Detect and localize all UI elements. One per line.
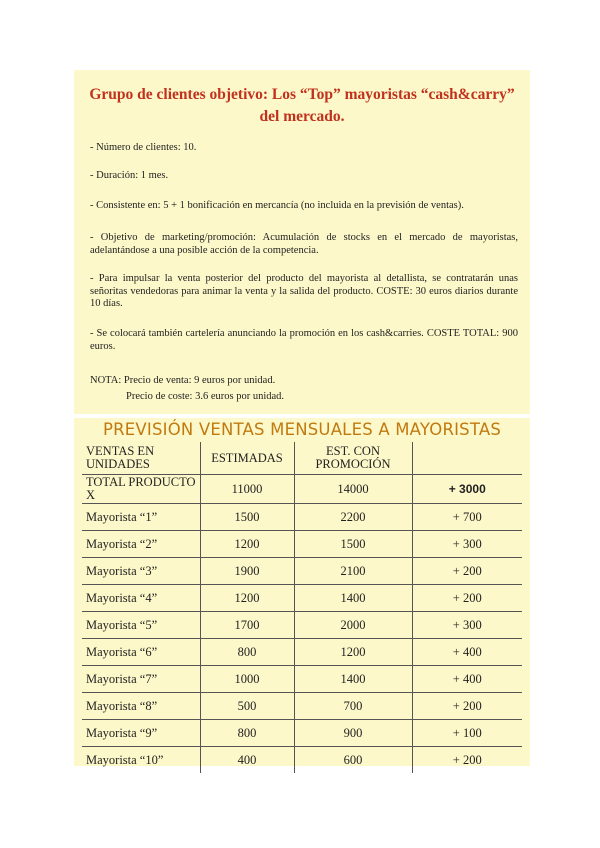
row-increase: + 400: [412, 639, 522, 666]
row-promo: 1400: [294, 666, 412, 693]
row-estimated: 1200: [200, 531, 294, 558]
row-increase: + 300: [412, 531, 522, 558]
row-increase: + 200: [412, 747, 522, 774]
total-increase: + 3000: [412, 475, 522, 504]
table-row: [82, 666, 522, 693]
row-increase: + 400: [412, 666, 522, 693]
row-name: Mayorista “7”: [82, 666, 200, 693]
campaign-title-line1: Grupo de clientes objetivo: Los “Top” mayoristas “cash&carry”: [89, 86, 515, 103]
row-name: Mayorista “1”: [82, 504, 200, 531]
row-name: Mayorista “5”: [82, 612, 200, 639]
row-name: Mayorista “8”: [82, 693, 200, 720]
row-promo: 900: [294, 720, 412, 747]
row-estimated: 500: [200, 693, 294, 720]
table-row-total: [82, 475, 522, 504]
campaign-item: - Objetivo de marketing/promoción: Acumulación de stocks en el mercado de mayoristas, adelantándose a una posible acción de la competencia.: [90, 232, 518, 256]
table-row: [82, 612, 522, 639]
row-increase: + 200: [412, 693, 522, 720]
row-promo: 700: [294, 693, 412, 720]
row-increase: + 100: [412, 720, 522, 747]
row-estimated: 800: [200, 639, 294, 666]
table-header-row: [82, 442, 522, 475]
row-name: Mayorista “9”: [82, 720, 200, 747]
row-estimated: 1200: [200, 585, 294, 612]
table-row: [82, 504, 522, 531]
row-increase: + 200: [412, 558, 522, 585]
row-promo: 600: [294, 747, 412, 774]
row-estimated: 1700: [200, 612, 294, 639]
table-row: [82, 558, 522, 585]
row-name: Mayorista “10”: [82, 747, 200, 774]
header-units: VENTAS EN UNIDADES: [86, 444, 155, 471]
row-estimated: 1500: [200, 504, 294, 531]
table-row: [82, 693, 522, 720]
forecast-table: [82, 442, 522, 773]
table-row: [82, 531, 522, 558]
row-increase: + 200: [412, 585, 522, 612]
header-estimated: ESTIMADAS: [200, 442, 294, 475]
campaign-item: - Se colocará también cartelería anunciando la promoción en los cash&carries. COSTE TOTAL: 900 euros.: [90, 328, 518, 352]
row-name: Mayorista “2”: [82, 531, 200, 558]
row-increase: + 700: [412, 504, 522, 531]
forecast-title: PREVISIÓN VENTAS MENSUALES A MAYORISTAS: [102, 420, 502, 439]
row-promo: 1400: [294, 585, 412, 612]
row-promo: 2200: [294, 504, 412, 531]
total-name: TOTAL PRODUCTO X: [82, 475, 200, 504]
header-increase: [412, 442, 522, 475]
row-promo: 2100: [294, 558, 412, 585]
campaign-item: - Duración: 1 mes.: [90, 170, 169, 181]
table-row: [82, 747, 522, 774]
table-row: [82, 720, 522, 747]
campaign-item: - Consistente en: 5 + 1 bonificación en mercancía (no incluida en la previsión de ventas).: [90, 200, 464, 211]
total-estimated: 11000: [200, 475, 294, 504]
row-name: Mayorista “6”: [82, 639, 200, 666]
campaign-item: - Para impulsar la venta posterior del producto del mayorista al detallista, se contratarán unas señoritas vendedoras para animar la venta y la salida del producto. COSTE: 30 euros diarios durante 10 días.: [90, 273, 518, 309]
row-estimated: 1900: [200, 558, 294, 585]
note-cost-price: Precio de coste: 3.6 euros por unidad.: [126, 391, 285, 402]
campaign-item: - Número de clientes: 10.: [90, 142, 197, 153]
row-estimated: 1000: [200, 666, 294, 693]
campaign-title-line2: del mercado.: [259, 108, 345, 125]
row-estimated: 400: [200, 747, 294, 774]
campaign-panel: [74, 70, 530, 414]
row-promo: 1200: [294, 639, 412, 666]
campaign-title: [74, 84, 530, 128]
table-row: [82, 639, 522, 666]
row-name: Mayorista “4”: [82, 585, 200, 612]
table-row: [82, 585, 522, 612]
total-promo: 14000: [294, 475, 412, 504]
row-name: Mayorista “3”: [82, 558, 200, 585]
row-estimated: 800: [200, 720, 294, 747]
row-promo: 2000: [294, 612, 412, 639]
row-promo: 1500: [294, 531, 412, 558]
header-promo: EST. CON PROMOCIÓN: [294, 442, 412, 475]
forecast-section: [74, 418, 530, 766]
note-sale-price: NOTA: Precio de venta: 9 euros por unidad.: [90, 375, 276, 386]
row-increase: + 300: [412, 612, 522, 639]
